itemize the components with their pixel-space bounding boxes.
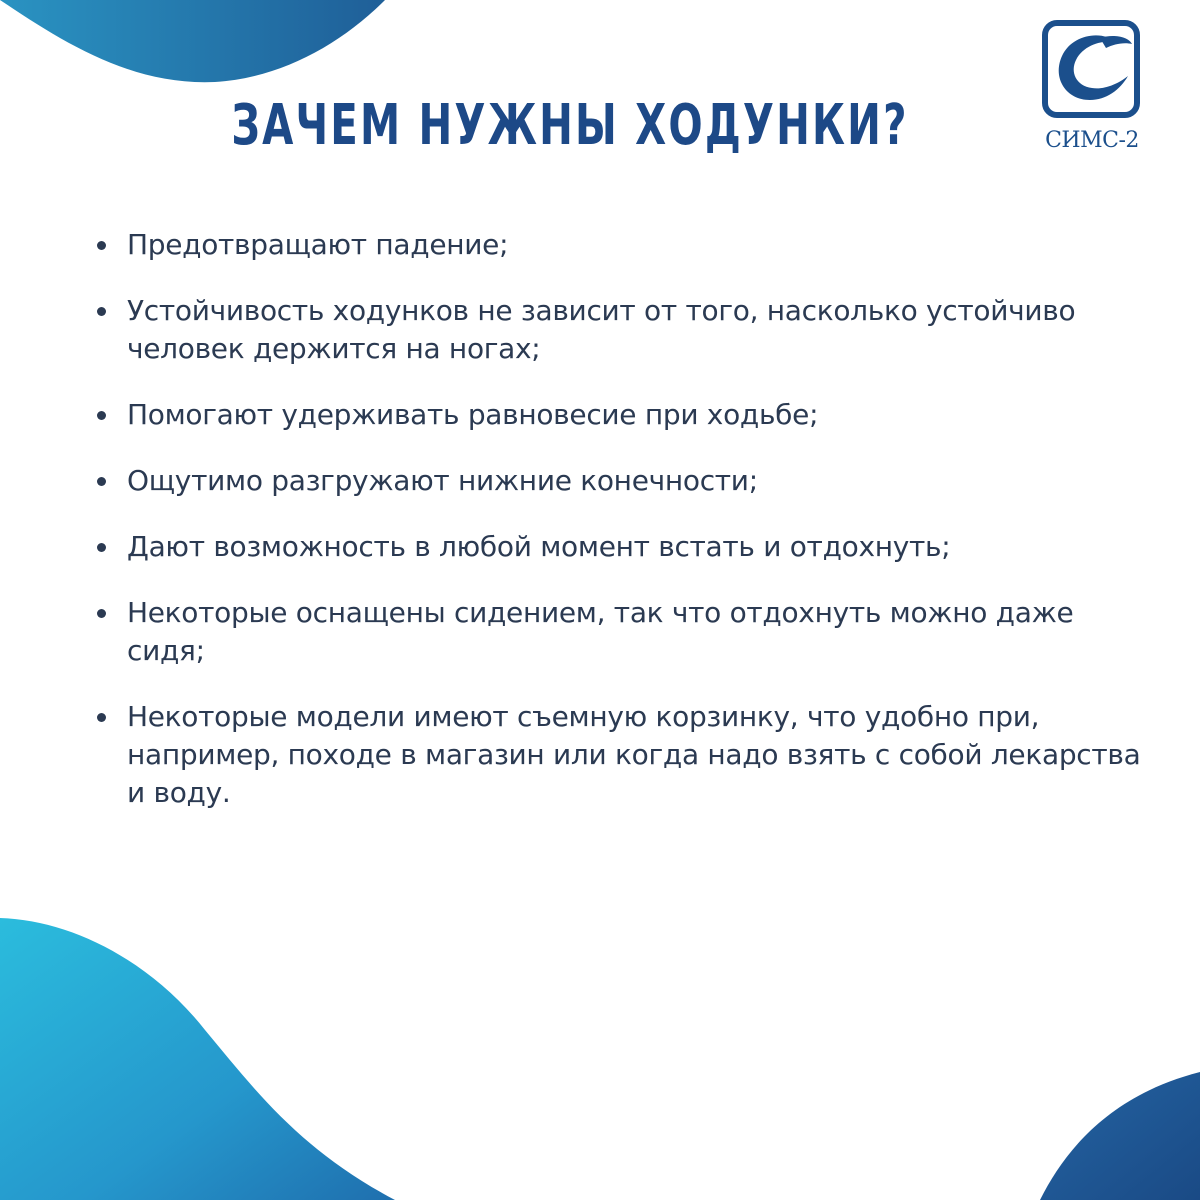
- list-item: [95, 594, 1155, 670]
- list-item-text: Некоторые оснащены сидением, так что отдохнуть можно даже сидя;: [127, 596, 1074, 667]
- blob-bottom-right: [1040, 1072, 1200, 1200]
- simc2-logo-icon: [1042, 20, 1140, 118]
- list-item-text: Ощутимо разгружают нижние конечности;: [127, 464, 758, 497]
- bullet-icon: [97, 609, 106, 618]
- list-item-text: Помогают удерживать равновесие при ходьбе;: [127, 398, 819, 431]
- company-logo: [1038, 20, 1146, 160]
- bullet-icon: [97, 543, 106, 552]
- list-item-text: Устойчивость ходунков не зависит от того, насколько устойчиво человек держится на ногах;: [127, 294, 1076, 365]
- bullet-icon: [97, 307, 106, 316]
- list-item: [95, 292, 1155, 368]
- bullet-icon: [97, 713, 106, 722]
- list-item-text: Дают возможность в любой момент встать и отдохнуть;: [127, 530, 951, 563]
- list-item: [95, 462, 1155, 500]
- blob-bottom-left: [0, 918, 395, 1200]
- blob-top-left: [0, 0, 385, 82]
- list-item: [95, 396, 1155, 434]
- bullet-icon: [97, 241, 106, 250]
- list-item: [95, 698, 1155, 812]
- benefits-list: [95, 226, 1155, 840]
- list-item: [95, 226, 1155, 264]
- logo-text: СИМС-2: [1045, 128, 1139, 153]
- page-title: ЗАЧЕМ НУЖНЫ ХОДУНКИ?: [231, 93, 909, 158]
- bullet-icon: [97, 411, 106, 420]
- list-item-text: Предотвращают падение;: [127, 228, 509, 261]
- list-item: [95, 528, 1155, 566]
- bullet-icon: [97, 477, 106, 486]
- list-item-text: Некоторые модели имеют съемную корзинку, что удобно при, например, походе в магазин или когда надо взять с собой лекарства и воду.: [127, 700, 1141, 809]
